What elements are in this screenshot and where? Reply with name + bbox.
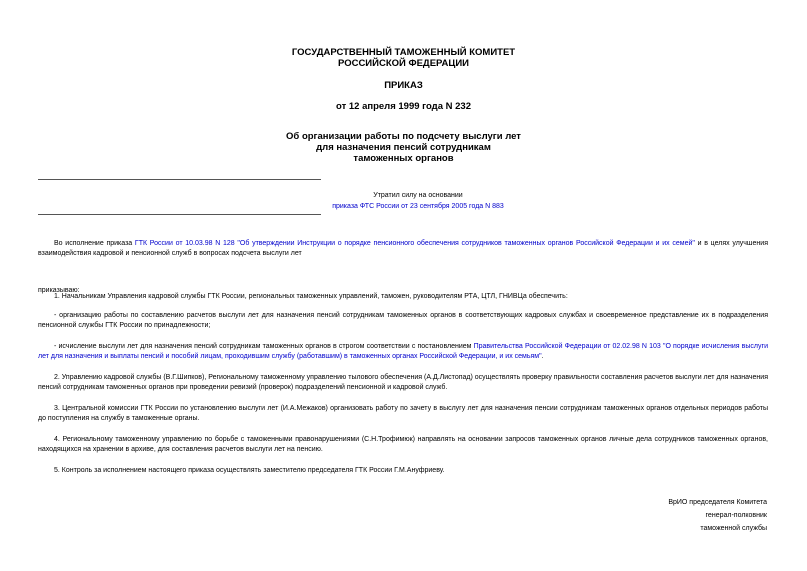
divider-bottom — [38, 214, 321, 215]
expired-order-link[interactable]: приказа ФТС России от 23 сентября 2005 года N 883 — [332, 203, 504, 210]
expired-note-text: Утратил силу на основании — [373, 192, 463, 199]
item-1-sub-b — [38, 342, 768, 362]
item-1b-prefix: - исчисление выслуги лет для назначения пенсий сотрудникам таможенных органов в строгом соответствии с постановлением — [54, 343, 474, 350]
title-line-1: Об организации работы по подсчету выслуги лет — [286, 131, 521, 142]
intro-prefix: Во исполнение приказа — [54, 240, 135, 247]
document-date-number: от 12 апреля 1999 года N 232 — [336, 101, 471, 112]
signature-rank: генерал-полковник — [705, 512, 767, 519]
item-1b-suffix: . — [541, 353, 544, 360]
signature-service: таможенной службы — [700, 525, 767, 532]
divider-top — [38, 179, 321, 180]
item-4: 4. Региональному таможенному управлению по борьбе с таможенными правонарушениями (С.Н.Трофимюк) направлять на основании запросов таможенных органов личные дела сотрудников таможенных органов, находящихся на хранении в архиве, для составления расчетов выслуги лет на пенсию. — [38, 436, 768, 453]
title-line-2: для назначения пенсий сотрудникам — [316, 142, 491, 153]
issuer-line-1: ГОСУДАРСТВЕННЫЙ ТАМОЖЕННЫЙ КОМИТЕТ — [291, 47, 516, 58]
item-1: 1. Начальникам Управления кадровой службы ГТК России, региональных таможенных управлений, таможен, руководителям РТА, ЦТЛ, ГНИВЦа обеспечить: — [54, 293, 568, 300]
issuer-heading — [0, 47, 807, 69]
item-3: 3. Центральной комиссии ГТК России по установлению выслуги лет (И.А.Межаков) организовать работу по зачету в выслугу лет для назначения пенсии сотрудникам таможенных органов отдельных периодов работы до поступления на службу в таможенные органы. — [38, 405, 768, 422]
expired-note-line — [296, 201, 540, 212]
document-type: ПРИКАЗ — [384, 80, 423, 91]
government-resolution-103-link[interactable]: Правительства Российской Федерации от 02.02.98 N 103 "О порядке исчисления выслуги лет для назначения и выплаты пенсий и пособий лицам, проходившим службу (работавшим) в таможенных органах Российской Федерации, и их семьям" — [38, 343, 768, 360]
order-word: приказываю: — [38, 287, 80, 294]
gtk-order-128-link[interactable]: ГТК России от 10.03.98 N 128 "Об утверждении Инструкции о порядке пенсионного обеспечения сотрудников таможенных органов Российской Федерации и их семей" — [134, 240, 695, 247]
item-5: 5. Контроль за исполнением настоящего приказа осуществлять заместителю председателя ГТК России Г.М.Ануфриеву. — [54, 467, 445, 474]
signature-position: ВрИО председателя Комитета — [668, 499, 767, 506]
item-2: 2. Управлению кадровой службы (В.Г.Шипков), Региональному таможенному управлению тылового обеспечения (А.Д.Листопад) осуществлять проверку правильности составления расчетов выслуги лет для назначения пенсий сотрудникам таможенных органов при проведении ревизий (проверок) подразделений пенсионной и кадровой служб. — [38, 374, 768, 391]
item-1-sub-a: - организацию работы по составлению расчетов выслуги лет для назначения пенсий сотрудникам таможенных органов в соответствующих кадровых службах и своевременное представление их в подразделения пенсионной службы ГТК России по принадлежности; — [38, 312, 768, 329]
intro-paragraph — [38, 239, 768, 259]
issuer-line-2: РОССИЙСКОЙ ФЕДЕРАЦИИ — [337, 58, 469, 69]
title-line-3: таможенных органов — [353, 153, 454, 164]
document-title — [0, 131, 807, 164]
intro-suffix: и в целях улучшения взаимодействия кадровой и пенсионной служб в вопросах подсчета выслуги лет — [38, 240, 769, 257]
